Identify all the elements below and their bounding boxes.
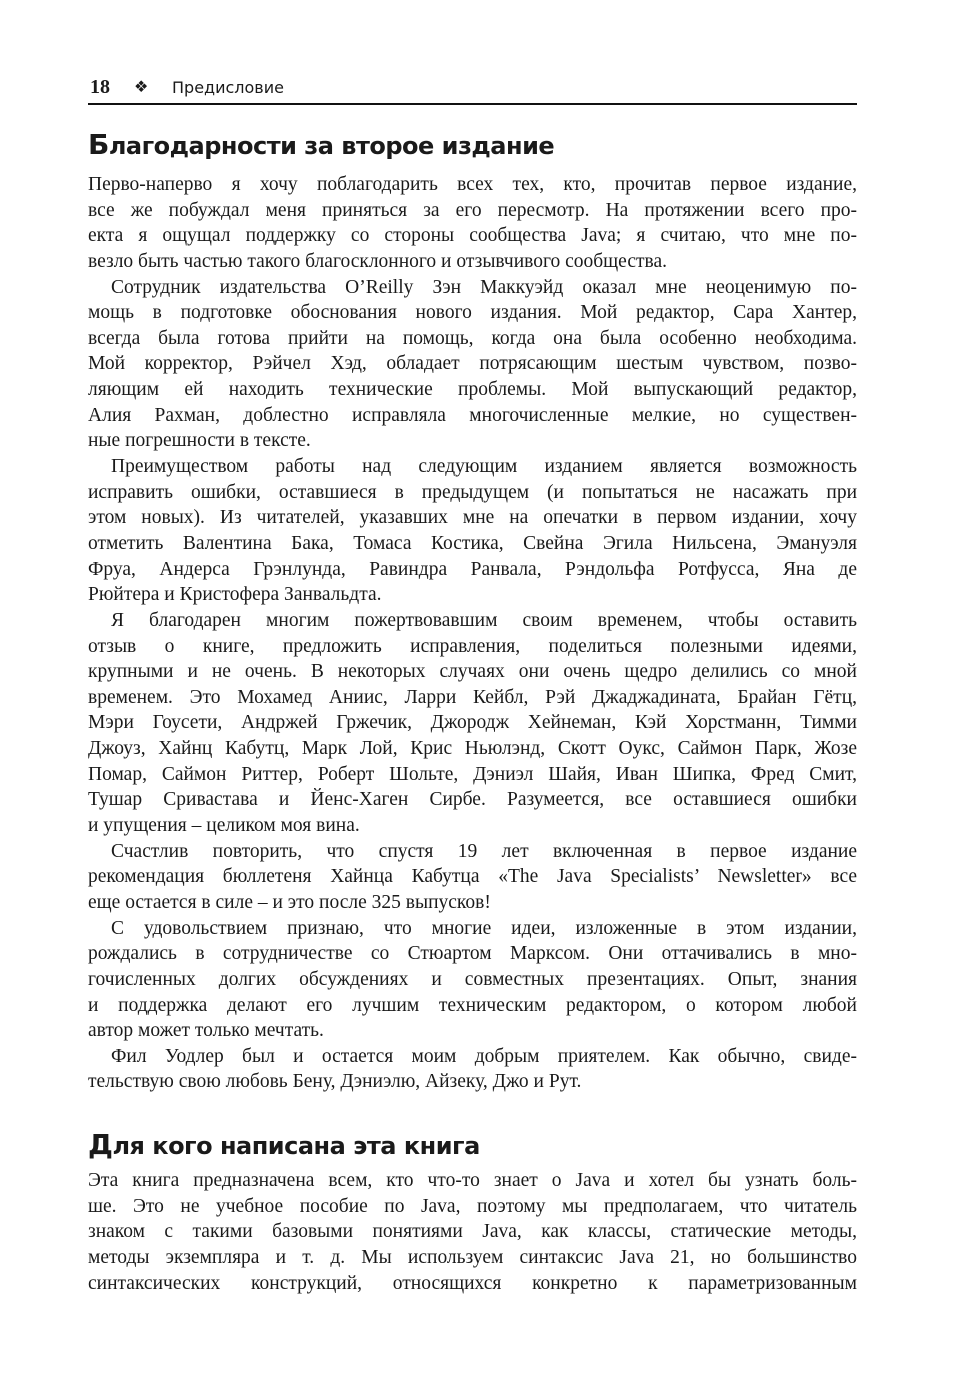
text-line: Эта книга предназначена всем, кто что-то знает о Java и хотел бы узнать боль-: [88, 1170, 857, 1191]
text-line: отметить Валентина Бака, Томаса Костика, Свейна Эгила Нильсена, Эмануэля: [88, 532, 857, 554]
text-line: Мэри Гоусети, Андржей Гржечик, Джородж Хейнеман, Кэй Хорстманн, Тимми: [88, 712, 857, 734]
text-line: еще остается в силе – и это после 325 выпусков!: [88, 891, 491, 913]
acknowledgements-text: [88, 172, 857, 1095]
text-line: и поддержка делают его лучшим техническим редактором, о котором любой: [88, 994, 857, 1016]
text-line: тельствую свою любовь Бену, Дэниэлю, Айзеку, Джо и Рут.: [88, 1071, 582, 1093]
audience-text: [88, 1168, 857, 1296]
text-line: Перво-наперво я хочу поблагодарить всех тех, кто, прочитав первое издание,: [88, 174, 857, 195]
heading-rest: ля кого написана эта книга: [112, 1132, 480, 1160]
text-line: ные погрешности в тексте.: [88, 430, 311, 452]
text-line: Джоуз, Хайнц Кабутц, Марк Лой, Крис Ньюлэнд, Скотт Оукс, Саймон Парк, Жозе: [88, 738, 857, 760]
text-line: екта я ощущал поддержку со стороны сообщества Java; я считаю, что мне по-: [88, 225, 857, 247]
text-line: этом новых). Из читателей, указавших мне на опечатки в первом издании, хочу: [88, 507, 857, 529]
text-line: С удовольствием признаю, что многие идеи, изложенные в этом издании,: [111, 917, 857, 939]
text-line: рекомендация бюллетеня Хайнца Кабутца «The Java Specialists’ Newsletter» все: [88, 866, 857, 888]
text-line: Преимуществом работы над следующим изданием является возможность: [111, 456, 857, 478]
text-line: и упущения – целиком моя вина.: [88, 815, 360, 837]
text-line: методы экземпляра и т. д. Мы используем синтаксис Java 21, но большинство: [88, 1246, 857, 1268]
text-line: знаком с такими базовыми понятиями Java, как классы, статические методы,: [88, 1221, 857, 1243]
text-line: Фил Уодлер был и остается моим добрым приятелем. Как обычно, свиде-: [111, 1045, 857, 1067]
running-title: Предисловие: [172, 78, 284, 97]
text-line: временем. Это Мохамед Аниис, Ларри Кейбл, Рэй Джаджадината, Брайан Гётц,: [88, 686, 857, 708]
text-line: Тушар Сривастава и Йенс-Хаген Сирбе. Разумеется, все оставшиеся ошибки: [88, 789, 857, 811]
heading-rest: лагодарности за второе издание: [108, 132, 555, 160]
text-line: отзыв о книге, предложить исправления, поделиться полезными идеями,: [88, 635, 857, 657]
section-heading-acknowledgements: [88, 128, 554, 161]
text-line: Я благодарен многим пожертвовавшим своим временем, чтобы оставить: [111, 609, 857, 631]
ornament-icon: ❖: [134, 77, 149, 96]
text-line: ляющим ей находить технические проблемы. Мой выпускающий редактор,: [88, 379, 857, 401]
text-line: Счастлив повторить, что спустя 19 лет включенная в первое издание: [111, 840, 857, 862]
text-line: мощь в подготовке обоснования нового издания. Мой редактор, Сара Хантер,: [88, 302, 857, 324]
text-line: Помар, Саймон Риттер, Роберт Шольте, Дэниэл Шайя, Иван Шипка, Фред Смит,: [88, 763, 857, 785]
text-line: ше. Это не учебное пособие по Java, поэтому мы предполагаем, что читатель: [88, 1195, 857, 1217]
text-line: Рюйтера и Кристофера Занвальдта.: [88, 584, 382, 606]
text-line: рождались в сотрудничестве со Стюартом Марксом. Они оттачивались в мно-: [88, 943, 857, 965]
heading-initial: Д: [88, 1128, 113, 1161]
text-line: Сотрудник издательства O’Reilly Зэн Маккуэйд оказал мне неоценимую по-: [111, 276, 857, 298]
running-header: [88, 76, 857, 105]
text-line: Фруа, Андерса Грэнлунда, Равиндра Ранвала, Рэндольфа Ротфусса, Яна де: [88, 558, 857, 580]
text-line: Мой корректор, Рэйчел Хэд, обладает потрясающим шестым чувством, позво-: [88, 353, 857, 375]
section-heading-audience: [88, 1128, 480, 1161]
page-number: 18: [90, 76, 110, 98]
text-line: гочисленных долгих обсуждениях и совместных презентациях. Опыт, знания: [88, 968, 857, 990]
text-line: везло быть частью такого благосклонного и отзывчивого сообщества.: [88, 250, 667, 272]
text-line: крупными и не очень. В некоторых случаях они очень щедро делились со мной: [88, 661, 857, 683]
text-line: исправить ошибки, оставшиеся в предыдущем (и попытаться не насажать при: [88, 481, 857, 503]
heading-initial: Б: [88, 128, 109, 161]
text-line: синтаксических конструкций, относящихся конкретно к параметризованным: [88, 1272, 857, 1294]
text-line: Алия Рахман, доблестно исправляла многочисленные мелкие, но существен-: [88, 404, 857, 426]
text-line: все же побуждал меня приняться за его пересмотр. На протяжении всего про-: [88, 199, 857, 221]
text-line: всегда была готова прийти на помощь, когда она была особенно необходима.: [88, 327, 857, 349]
text-line: автор может только мечтать.: [88, 1020, 324, 1042]
